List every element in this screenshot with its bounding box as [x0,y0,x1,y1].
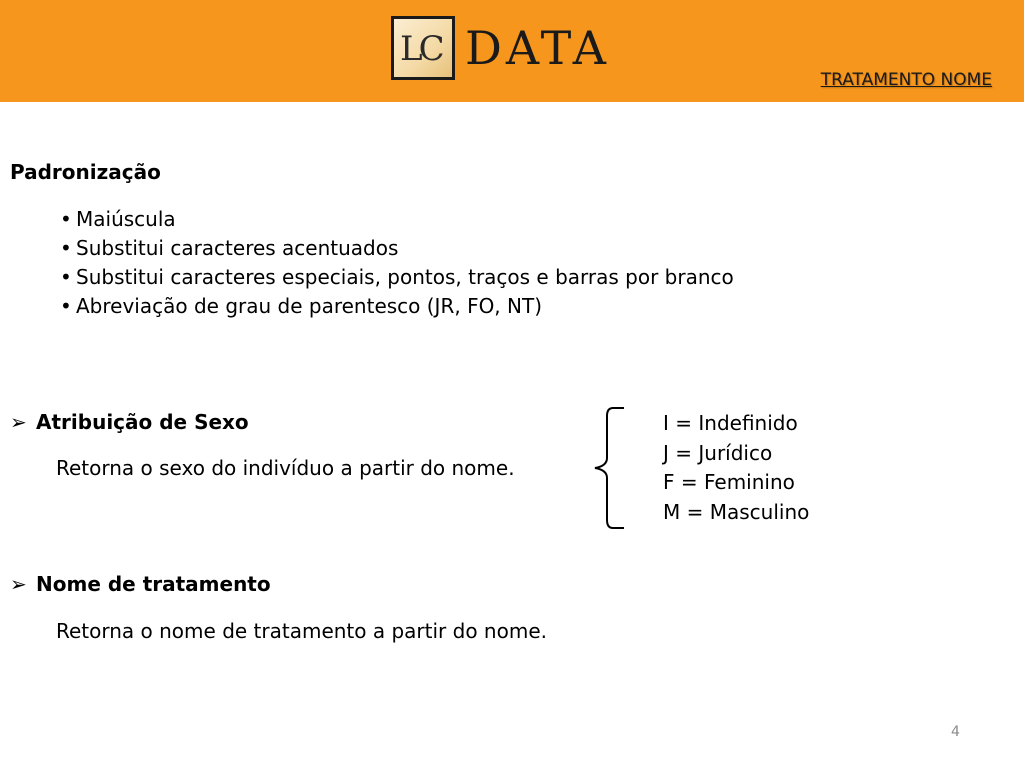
arrow-bullet-icon: ➢ [10,572,27,596]
list-item: M = Masculino [663,499,810,524]
sexo-description: Retorna o sexo do indivíduo a partir do nome. [56,456,515,480]
tratamento-description: Retorna o nome de tratamento a partir do nome. [56,619,547,643]
logo-wordmark: DATA [465,21,610,75]
section-title-sexo [10,409,249,435]
logo-monogram: LC [400,29,441,69]
page-number: 4 [951,724,960,740]
list-item-text: Substitui caracteres acentuados [76,236,399,260]
padronizacao-list [60,205,734,321]
section-title-tratamento [10,571,271,597]
section-title-text: Atribuição de Sexo [36,410,249,434]
list-item [60,234,734,263]
logo-emblem [391,16,455,80]
list-item-text: Abreviação de grau de parentesco (JR, FO, NT) [76,294,543,318]
section-title-padronizacao: Padronização [10,160,161,184]
curly-brace-icon [591,406,631,530]
list-item-text: Substitui caracteres especiais, pontos, traços e barras por branco [76,265,734,289]
list-item [60,263,734,292]
bullet-icon: • [60,265,72,289]
page-title: TRATAMENTO NOME [820,70,992,90]
list-item [60,292,734,321]
bullet-icon: • [60,207,72,231]
arrow-bullet-icon: ➢ [10,410,27,434]
sexo-codes-list [663,409,809,527]
section-title-text: Nome de tratamento [36,572,271,596]
header-banner [0,0,1024,102]
list-item-text: Maiúscula [76,207,176,231]
list-item: F = Feminino [663,470,795,494]
lc-data-logo [391,16,641,82]
list-item: J = Jurídico [663,440,773,465]
bullet-icon: • [60,236,72,260]
list-item [60,205,734,234]
bullet-icon: • [60,294,72,318]
list-item: I = Indefinido [663,411,798,435]
